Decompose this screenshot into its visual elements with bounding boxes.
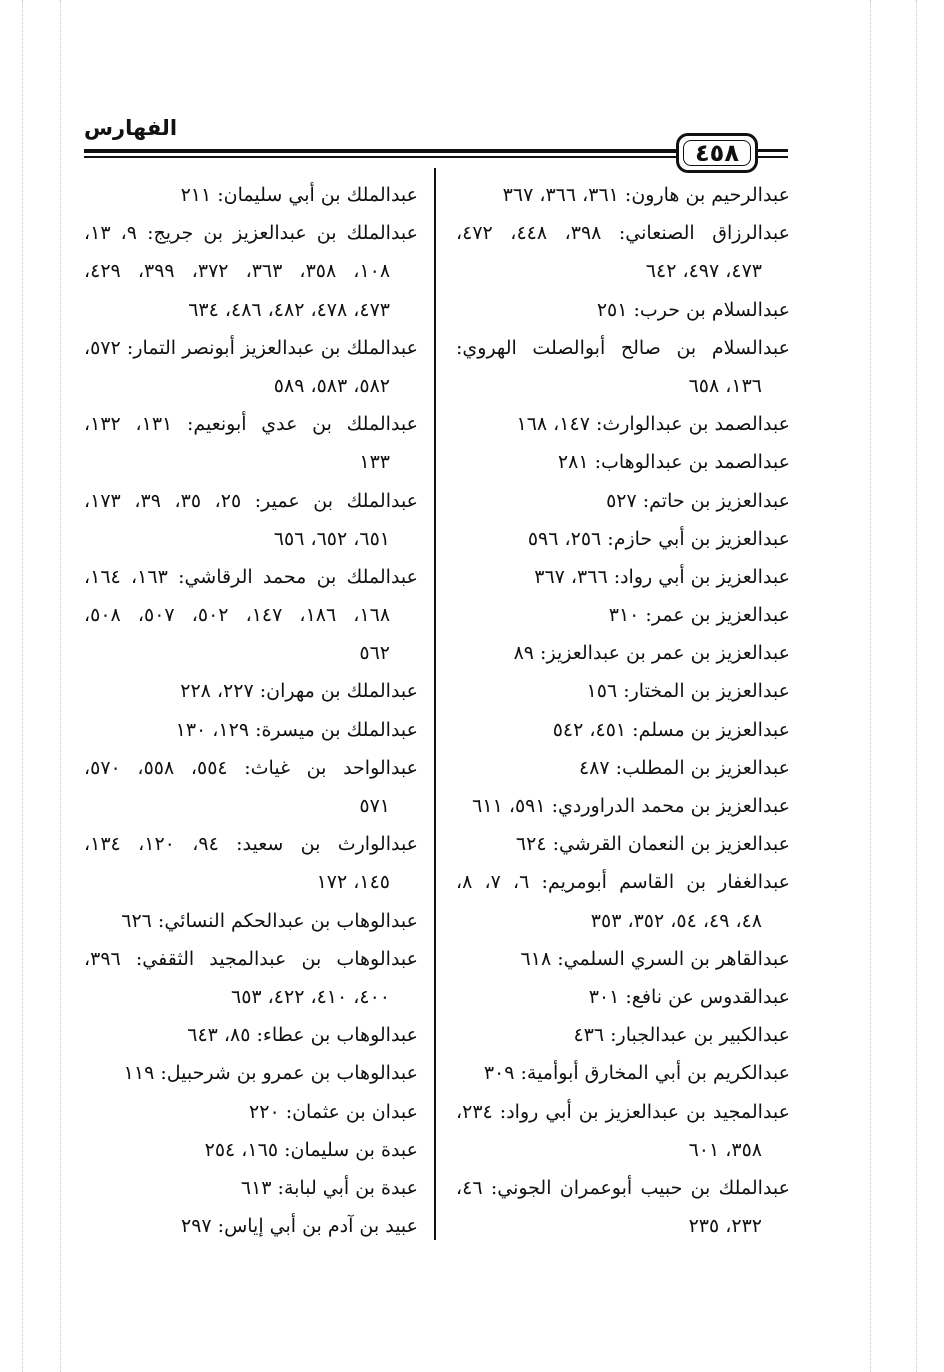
index-entry-continuation: ١٣٣ bbox=[359, 451, 390, 474]
index-entry: عبدالعزيز بن أبي حازم: ٢٥٦، ٥٩٦ bbox=[527, 527, 790, 550]
index-entry: عبدالوهاب بن عمرو بن شرحبيل: ١١٩ bbox=[123, 1062, 418, 1085]
index-entry: عبدالرحيم بن هارون: ٣٦١، ٣٦٦، ٣٦٧ bbox=[502, 184, 790, 206]
index-entry: عبدالملك بن مهران: ٢٢٧، ٢٢٨ bbox=[180, 680, 418, 703]
running-header-title: الفهارس bbox=[84, 116, 178, 140]
index-entry-continuation: ٤٨، ٤٩، ٥٤، ٣٥٢، ٣٥٣ bbox=[590, 909, 762, 932]
index-entry: عبدالملك بن حبيب أبوعمران الجوني: ٤٦، bbox=[456, 1176, 790, 1199]
index-entry: عبدالملك بن عبدالعزيز بن جريج: ٩، ١٣، bbox=[84, 222, 418, 245]
index-entry: عبدالعزيز بن عمر: ٣١٠ bbox=[608, 604, 790, 627]
index-entry: عبدالكبير بن عبدالجبار: ٤٣٦ bbox=[573, 1024, 790, 1047]
index-entry: عبدالعزيز بن النعمان القرشي: ٦٢٤ bbox=[515, 833, 790, 856]
index-entry: عبدالرزاق الصنعاني: ٣٩٨، ٤٤٨، ٤٧٢، bbox=[456, 222, 790, 245]
index-entry-continuation: ٥٨٢، ٥٨٣، ٥٨٩ bbox=[273, 374, 390, 397]
index-entry: عبدالسلام بن حرب: ٢٥١ bbox=[596, 298, 790, 321]
index-entry-continuation: ١٣٦، ٦٥٨ bbox=[688, 374, 762, 397]
index-entry: عبدة بن سليمان: ١٦٥، ٢٥٤ bbox=[204, 1138, 418, 1161]
page-number-box bbox=[676, 133, 758, 173]
index-entry: عبدالعزيز بن محمد الدراوردي: ٥٩١، ٦١١ bbox=[472, 795, 790, 817]
index-entry-continuation: ٢٣٢، ٢٣٥ bbox=[688, 1215, 762, 1238]
index-entry: عبيد بن آدم بن أبي إياس: ٢٩٧ bbox=[181, 1215, 418, 1238]
index-entry-continuation: ٤٧٣، ٤٧٨، ٤٨٢، ٤٨٦، ٦٣٤ bbox=[188, 298, 390, 321]
index-entry: عبدالغفار بن القاسم أبومريم: ٦، ٧، ٨، bbox=[456, 871, 790, 894]
header-rule-thick bbox=[84, 149, 690, 153]
index-column-right bbox=[456, 176, 790, 1245]
index-entry: عبدالملك بن عبدالعزيز أبونصر التمار: ٥٧٢، bbox=[84, 336, 418, 359]
index-entry: عبدالملك بن ميسرة: ١٢٩، ١٣٠ bbox=[175, 718, 418, 741]
index-entry-continuation: ٣٥٨، ٦٠١ bbox=[688, 1138, 762, 1161]
index-entry: عبدالقدوس عن نافع: ٣٠١ bbox=[588, 985, 790, 1008]
index-entry: عبدالمجيد بن عبدالعزيز بن أبي رواد: ٢٣٤، bbox=[456, 1100, 790, 1123]
index-entry-continuation: ١٠٨، ٣٥٨، ٣٦٣، ٣٧٢، ٣٩٩، ٤٢٩، bbox=[84, 260, 391, 283]
page-number: ٤٥٨ bbox=[695, 139, 739, 167]
header-rule-right-thin bbox=[758, 156, 788, 158]
index-entry: عبدالعزيز بن عمر بن عبدالعزيز: ٨٩ bbox=[513, 642, 790, 665]
index-entry: عبدالملك بن عمير: ٢٥، ٣٥، ٣٩، ١٧٣، bbox=[84, 489, 418, 512]
index-entry: عبدان بن عثمان: ٢٢٠ bbox=[249, 1100, 418, 1123]
header-rule-thin bbox=[84, 156, 690, 158]
index-entry: عبدالوهاب بن عبدالحكم النسائي: ٦٢٦ bbox=[121, 909, 418, 932]
index-entry: عبدالعزيز بن حاتم: ٥٢٧ bbox=[606, 489, 790, 512]
scan-margin-right bbox=[916, 0, 918, 1372]
scan-margin-right-inner bbox=[870, 0, 872, 1372]
index-entry: عبدالملك بن أبي سليمان: ٢١١ bbox=[180, 184, 418, 206]
header-rule-right-thick bbox=[758, 149, 788, 152]
index-entry-continuation: ١٦٨، ١٨٦، ١٤٧، ٥٠٢، ٥٠٧، ٥٠٨، bbox=[84, 604, 391, 627]
index-entry: عبدالواحد بن غياث: ٥٥٤، ٥٥٨، ٥٧٠، bbox=[84, 756, 418, 779]
index-entry-continuation: ٤٧٣، ٤٩٧، ٦٤٢ bbox=[645, 260, 762, 283]
index-entry-continuation: ٥٦٢ bbox=[359, 642, 390, 665]
index-entry: عبدالعزيز بن المختار: ١٥٦ bbox=[586, 680, 790, 703]
index-entry-continuation: ٦٥١، ٦٥٢، ٦٥٦ bbox=[273, 527, 390, 550]
column-divider bbox=[434, 168, 436, 1240]
index-entry-continuation: ٥٧١ bbox=[359, 795, 390, 817]
index-entry: عبدالصمد بن عبدالوارث: ١٤٧، ١٦٨ bbox=[516, 413, 790, 436]
index-entry: عبدالكريم بن أبي المخارق أبوأمية: ٣٠٩ bbox=[483, 1062, 790, 1085]
index-entry: عبدالوهاب بن عبدالمجيد الثقفي: ٣٩٦، bbox=[84, 947, 418, 970]
index-entry: عبدة بن أبي لبابة: ٦١٣ bbox=[240, 1176, 418, 1199]
index-entry: عبدالصمد بن عبدالوهاب: ٢٨١ bbox=[557, 451, 790, 474]
index-entry: عبدالقاهر بن السري السلمي: ٦١٨ bbox=[520, 947, 790, 970]
index-entry: عبدالوهاب بن عطاء: ٨٥، ٦٤٣ bbox=[187, 1024, 418, 1047]
index-entry-continuation: ١٤٥، ١٧٢ bbox=[316, 871, 390, 894]
index-column-left bbox=[84, 176, 418, 1245]
index-entry: عبدالملك بن محمد الرقاشي: ١٦٣، ١٦٤، bbox=[84, 565, 418, 588]
index-entry: عبدالوارث بن سعيد: ٩٤، ١٢٠، ١٣٤، bbox=[84, 833, 418, 856]
index-entry: عبدالعزيز بن أبي رواد: ٣٦٦، ٣٦٧ bbox=[534, 565, 790, 588]
index-entry: عبدالملك بن عدي أبونعيم: ١٣١، ١٣٢، bbox=[84, 413, 418, 436]
scan-margin-left-inner bbox=[60, 0, 62, 1372]
index-entry: عبدالسلام بن صالح أبوالصلت الهروي: bbox=[456, 336, 790, 359]
index-entry: عبدالعزيز بن مسلم: ٤٥١، ٥٤٢ bbox=[552, 718, 790, 741]
index-entry-continuation: ٤٠٠، ٤١٠، ٤٢٢، ٦٥٣ bbox=[230, 985, 390, 1008]
scan-margin-left bbox=[22, 0, 24, 1372]
index-entry: عبدالعزيز بن المطلب: ٤٨٧ bbox=[578, 756, 790, 779]
